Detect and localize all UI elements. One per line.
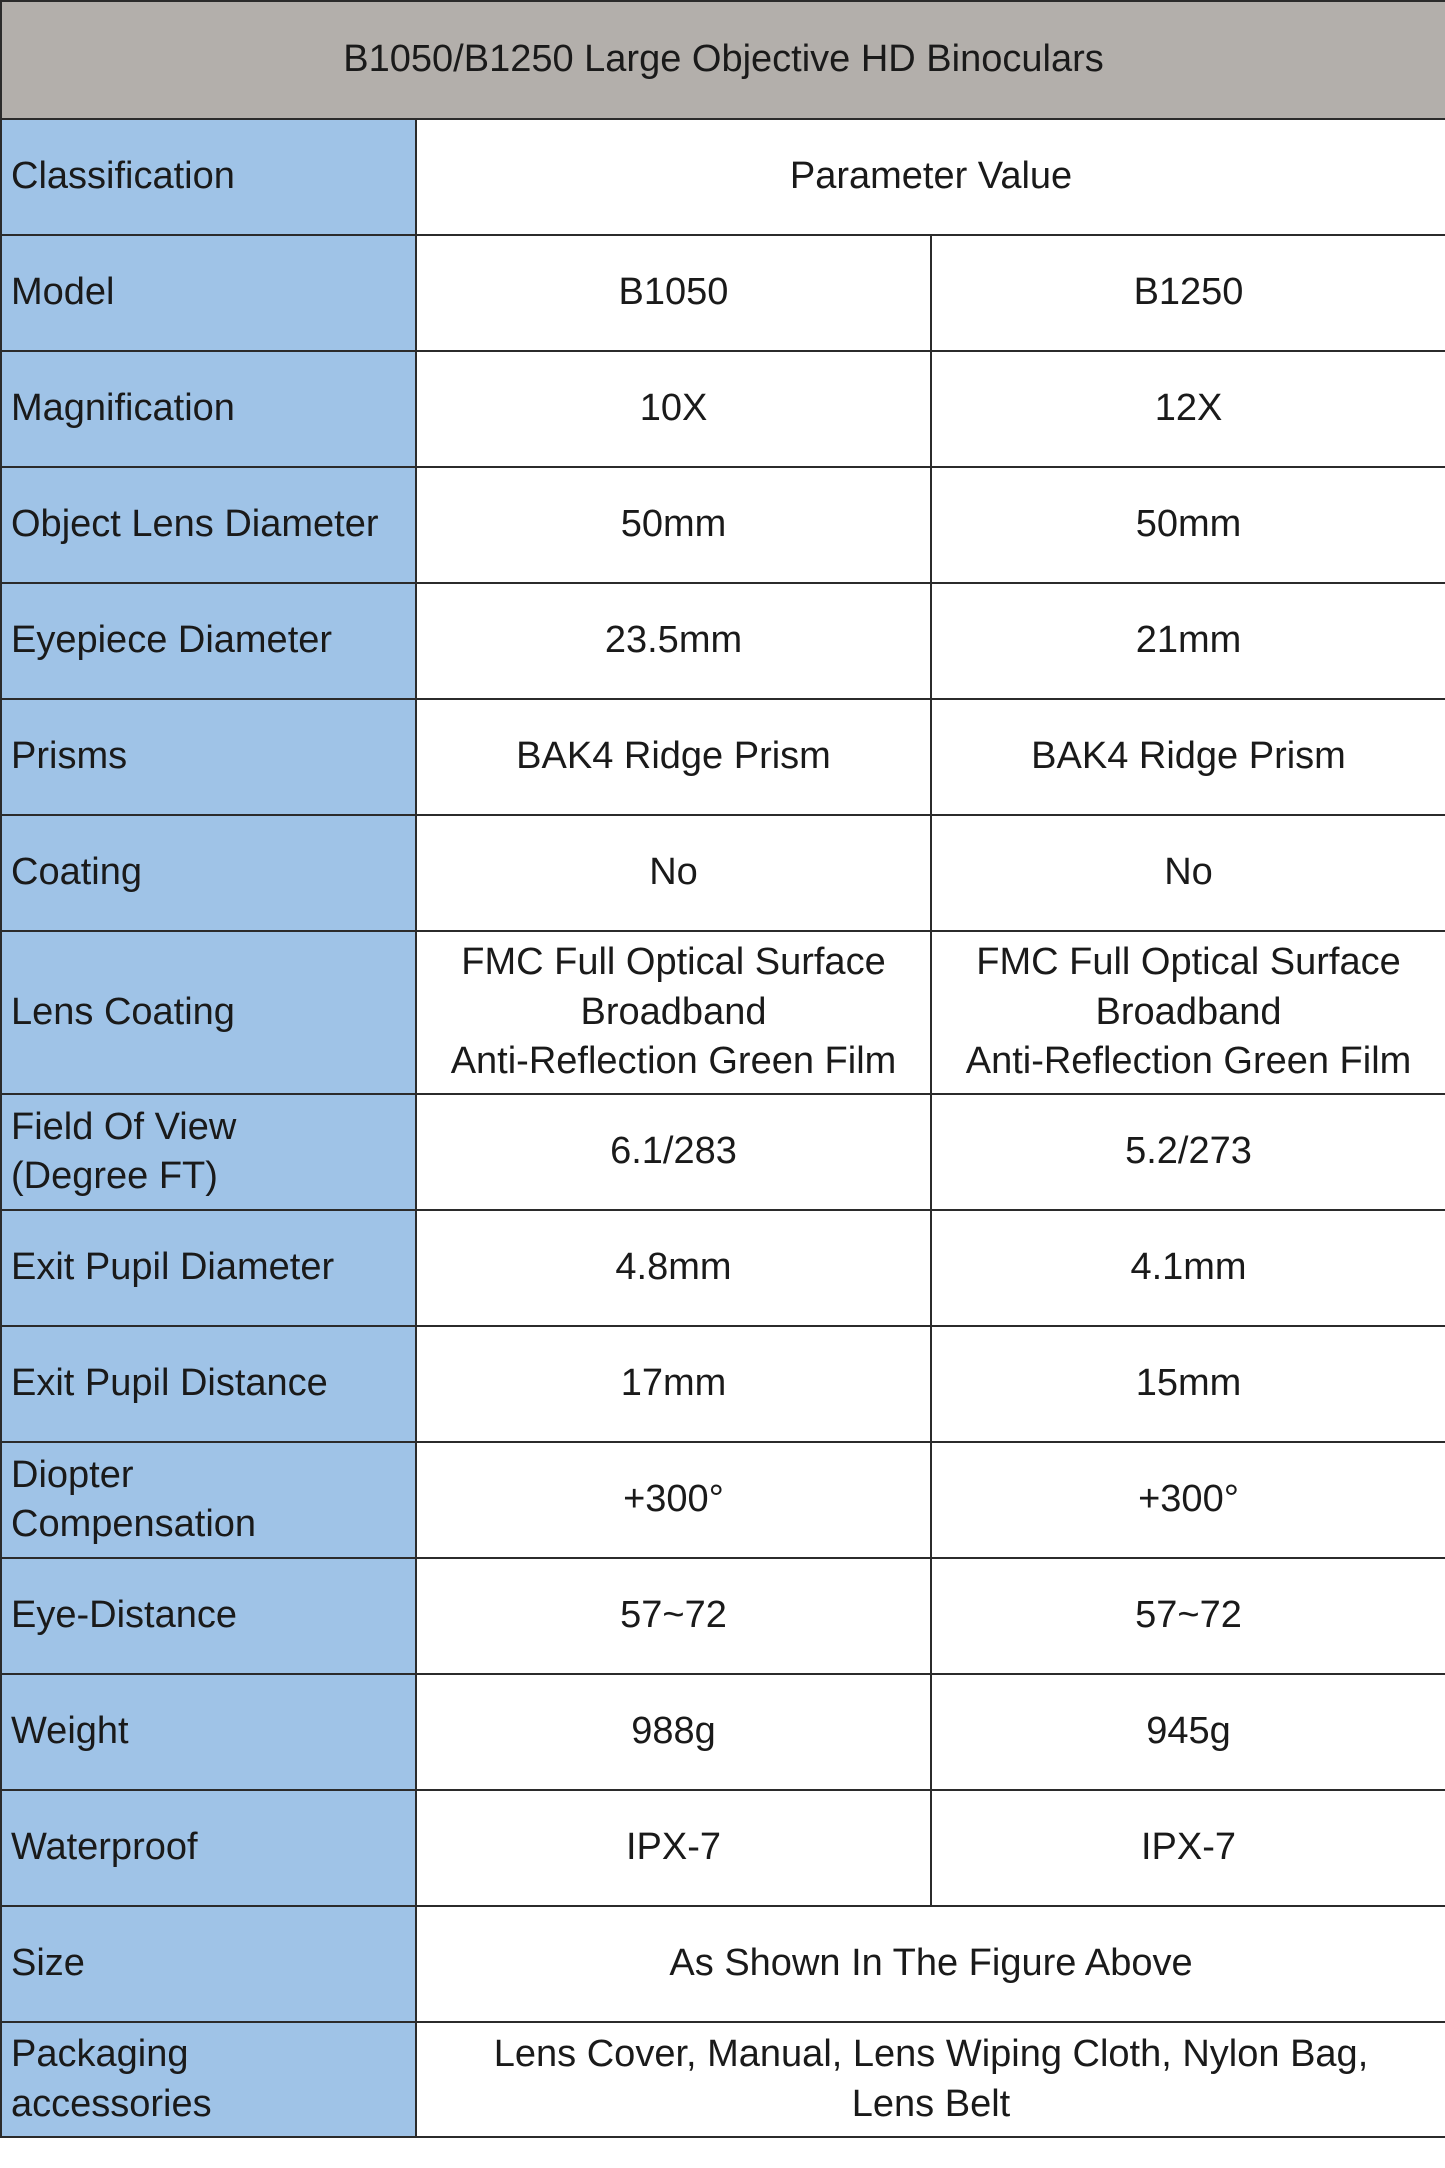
magnification-b1050-value: 10X bbox=[416, 351, 931, 467]
eyepiece-diameter-label: Eyepiece Diameter bbox=[1, 583, 416, 699]
diopter-compensation-b1250-value: +300° bbox=[931, 1442, 1445, 1558]
field-of-view-degree-ft-b1050-value: 6.1/283 bbox=[416, 1094, 931, 1210]
lens-coating-b1250-value bbox=[931, 931, 1445, 1094]
exit-pupil-distance-b1250-value: 15mm bbox=[931, 1326, 1445, 1442]
magnification-label: Magnification bbox=[1, 351, 416, 467]
cell-line: (Degree FT) bbox=[11, 1155, 218, 1197]
cell-line: accessories bbox=[11, 2082, 212, 2125]
size-label: Size bbox=[1, 1906, 416, 2022]
exit-pupil-distance-b1050-value: 17mm bbox=[416, 1326, 931, 1442]
row-exit-pupil-diameter bbox=[1, 1210, 1445, 1326]
eye-distance-b1250-value: 57~72 bbox=[931, 1558, 1445, 1674]
model-b1050-value: B1050 bbox=[416, 235, 931, 351]
object-lens-diameter-b1050-value: 50mm bbox=[416, 467, 931, 583]
exit-pupil-diameter-b1050-value: 4.8mm bbox=[416, 1210, 931, 1326]
field-of-view-degree-ft-label bbox=[1, 1094, 416, 1210]
row-diopter-compensation bbox=[1, 1442, 1445, 1558]
row-field-of-view-degree-ft bbox=[1, 1094, 1445, 1210]
eye-distance-b1050-value: 57~72 bbox=[416, 1558, 931, 1674]
row-model bbox=[1, 235, 1445, 351]
size-value: As Shown In The Figure Above bbox=[416, 1906, 1445, 2022]
cell-line: Packaging bbox=[11, 2033, 189, 2076]
weight-label: Weight bbox=[1, 1674, 416, 1790]
parameter-value-header: Parameter Value bbox=[416, 119, 1445, 235]
field-of-view-degree-ft-b1250-value: 5.2/273 bbox=[931, 1094, 1445, 1210]
weight-b1250-value: 945g bbox=[931, 1674, 1445, 1790]
cell-line: Lens Belt bbox=[851, 2082, 1011, 2125]
lens-coating-b1050-value bbox=[416, 931, 931, 1094]
eye-distance-label: Eye-Distance bbox=[1, 1558, 416, 1674]
diopter-compensation-b1050-value: +300° bbox=[416, 1442, 931, 1558]
cell-line: Diopter bbox=[11, 1453, 134, 1496]
title-row bbox=[1, 1, 1445, 119]
exit-pupil-diameter-label: Exit Pupil Diameter bbox=[1, 1210, 416, 1326]
cell-line: Broadband bbox=[580, 990, 767, 1033]
diopter-compensation-label bbox=[1, 1442, 416, 1558]
eyepiece-diameter-b1050-value: 23.5mm bbox=[416, 583, 931, 699]
packaging-accessories-value bbox=[416, 2022, 1445, 2137]
exit-pupil-diameter-b1250-value: 4.1mm bbox=[931, 1210, 1445, 1326]
exit-pupil-distance-label: Exit Pupil Distance bbox=[1, 1326, 416, 1442]
cell-line: Field Of View bbox=[11, 1105, 237, 1148]
coating-b1250-value: No bbox=[931, 815, 1445, 931]
waterproof-label: Waterproof bbox=[1, 1790, 416, 1906]
cell-line: Anti-Reflection Green Film bbox=[965, 1040, 1412, 1083]
row-object-lens-diameter bbox=[1, 467, 1445, 583]
cell-line: Lens Cover, Manual, Lens Wiping Cloth, Nylon Bag, bbox=[493, 2033, 1369, 2076]
packaging-accessories-label bbox=[1, 2022, 416, 2137]
row-exit-pupil-distance bbox=[1, 1326, 1445, 1442]
coating-b1050-value: No bbox=[416, 815, 931, 931]
row-eye-distance bbox=[1, 1558, 1445, 1674]
waterproof-b1250-value: IPX-7 bbox=[931, 1790, 1445, 1906]
model-b1250-value: B1250 bbox=[931, 235, 1445, 351]
row-waterproof bbox=[1, 1790, 1445, 1906]
prisms-b1050-value: BAK4 Ridge Prism bbox=[416, 699, 931, 815]
object-lens-diameter-label: Object Lens Diameter bbox=[1, 467, 416, 583]
cell-line: Compensation bbox=[11, 1503, 257, 1545]
row-lens-coating bbox=[1, 931, 1445, 1094]
cell-line: FMC Full Optical Surface bbox=[461, 941, 886, 984]
cell-line: Anti-Reflection Green Film bbox=[450, 1040, 897, 1083]
row-weight bbox=[1, 1674, 1445, 1790]
row-magnification bbox=[1, 351, 1445, 467]
eyepiece-diameter-b1250-value: 21mm bbox=[931, 583, 1445, 699]
row-coating bbox=[1, 815, 1445, 931]
magnification-b1250-value: 12X bbox=[931, 351, 1445, 467]
header-row bbox=[1, 119, 1445, 235]
classification-header: Classification bbox=[1, 119, 416, 235]
row-size bbox=[1, 1906, 1445, 2022]
row-prisms bbox=[1, 699, 1445, 815]
table-title: B1050/B1250 Large Objective HD Binoculars bbox=[1, 1, 1445, 119]
weight-b1050-value: 988g bbox=[416, 1674, 931, 1790]
model-label: Model bbox=[1, 235, 416, 351]
prisms-label: Prisms bbox=[1, 699, 416, 815]
row-eyepiece-diameter bbox=[1, 583, 1445, 699]
waterproof-b1050-value: IPX-7 bbox=[416, 1790, 931, 1906]
object-lens-diameter-b1250-value: 50mm bbox=[931, 467, 1445, 583]
coating-label: Coating bbox=[1, 815, 416, 931]
cell-line: FMC Full Optical Surface bbox=[976, 941, 1401, 984]
row-packaging-accessories bbox=[1, 2022, 1445, 2137]
prisms-b1250-value: BAK4 Ridge Prism bbox=[931, 699, 1445, 815]
lens-coating-label: Lens Coating bbox=[1, 931, 416, 1094]
cell-line: Broadband bbox=[1095, 990, 1282, 1033]
